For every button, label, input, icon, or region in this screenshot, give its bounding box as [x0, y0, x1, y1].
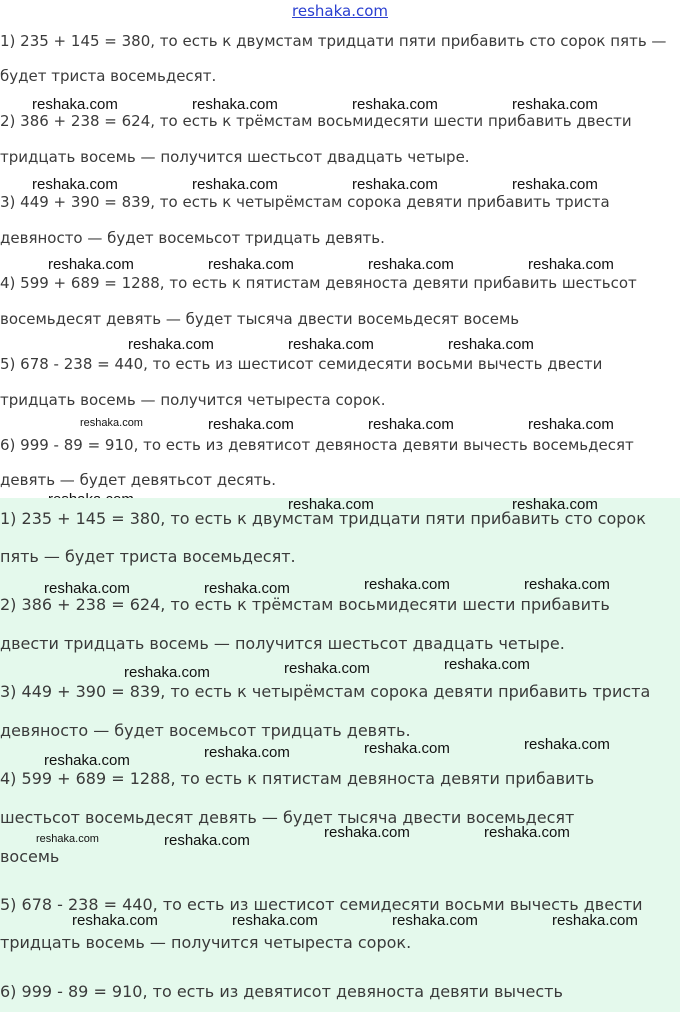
solution-line: 5) 678 - 238 = 440, то есть из шестисот семидесяти восьми вычесть двести [0, 355, 603, 373]
site-header [0, 0, 680, 22]
watermark: reshaka.com [512, 96, 598, 113]
solution-line: 1) 235 + 145 = 380, то есть к двумстам тридцати пяти прибавить сто сорок [0, 509, 646, 528]
watermark: reshaka.com [44, 580, 130, 597]
watermark: reshaka.com [284, 660, 370, 677]
watermark: reshaka.com [128, 336, 214, 353]
watermark: reshaka.com [164, 832, 250, 849]
watermark: reshaka.com [352, 96, 438, 113]
watermark: reshaka.com [528, 256, 614, 273]
watermark: reshaka.com [204, 744, 290, 761]
solution-line: 4) 599 + 689 = 1288, то есть к пятистам девяноста девяти прибавить [0, 769, 595, 788]
watermark: reshaka.com [32, 176, 118, 193]
solution-line: девяносто — будет восемьсот тридцать девять. [0, 721, 411, 740]
solution-line: девяносто — будет восемьсот тридцать девять. [0, 229, 385, 247]
site-link[interactable]: reshaka.com [292, 2, 388, 20]
watermark: reshaka.com [392, 912, 478, 929]
watermark: reshaka.com [192, 96, 278, 113]
solution-line: пять — будет триста восемьдесят. [0, 547, 296, 566]
watermark: reshaka.com [80, 417, 143, 429]
solution-line: 3) 449 + 390 = 839, то есть к четырёмстам сорока девяти прибавить триста [0, 682, 651, 701]
watermark: reshaka.com [208, 256, 294, 273]
watermark: reshaka.com [32, 96, 118, 113]
watermark: reshaka.com [324, 824, 410, 841]
watermark: reshaka.com [512, 176, 598, 193]
solution-line: 6) 999 - 89 = 910, то есть из девятисот девяноста девяти вычесть [0, 982, 563, 1001]
watermark: reshaka.com [48, 256, 134, 273]
watermark: reshaka.com [232, 912, 318, 929]
solution-line: 3) 449 + 390 = 839, то есть к четырёмстам сорока девяти прибавить триста [0, 193, 610, 211]
watermark: reshaka.com [36, 833, 99, 845]
watermark: reshaka.com [528, 416, 614, 433]
watermark: reshaka.com [208, 416, 294, 433]
watermark: reshaka.com [524, 736, 610, 753]
solution-line: 1) 235 + 145 = 380, то есть к двумстам тридцати пяти прибавить сто сорок пять — [0, 32, 667, 50]
solution-line: 2) 386 + 238 = 624, то есть к трёмстам восьмидесяти шести прибавить [0, 595, 610, 614]
solution-block-plain [0, 0, 680, 498]
watermark: reshaka.com [444, 656, 530, 673]
solution-line: тридцать восемь — получится четыреста сорок. [0, 391, 386, 409]
solution-line: восемь [0, 847, 60, 866]
watermark: reshaka.com [204, 580, 290, 597]
watermark: reshaka.com [512, 496, 598, 513]
watermark: reshaka.com [288, 336, 374, 353]
watermark: reshaka.com [368, 416, 454, 433]
watermark: reshaka.com [448, 336, 534, 353]
watermark: reshaka.com [72, 912, 158, 929]
solution-line: 2) 386 + 238 = 624, то есть к трёмстам восьмидесяти шести прибавить двести [0, 112, 632, 130]
solution-line: будет триста восемьдесят. [0, 67, 217, 85]
watermark: reshaka.com [484, 824, 570, 841]
solution-line: 6) 999 - 89 = 910, то есть из девятисот девяноста девяти вычесть восемьдесят [0, 436, 634, 454]
watermark: reshaka.com [364, 576, 450, 593]
watermark: reshaka.com [364, 740, 450, 757]
solution-block-highlighted [0, 498, 680, 1012]
watermark: reshaka.com [352, 176, 438, 193]
watermark: reshaka.com [44, 752, 130, 769]
watermark: reshaka.com [524, 576, 610, 593]
solution-line: девять — будет девятьсот десять. [0, 471, 276, 489]
watermark: reshaka.com [368, 256, 454, 273]
solution-line: 4) 599 + 689 = 1288, то есть к пятистам девяноста девяти прибавить шестьсот [0, 274, 637, 292]
solution-line: тридцать восемь — получится четыреста сорок. [0, 933, 412, 952]
solution-line: 5) 678 - 238 = 440, то есть из шестисот семидесяти восьми вычесть двести [0, 895, 643, 914]
watermark: reshaka.com [124, 664, 210, 681]
watermark: reshaka.com [192, 176, 278, 193]
watermark: reshaka.com [552, 912, 638, 929]
solution-line: двести тридцать восемь — получится шестьсот двадцать четыре. [0, 634, 565, 653]
solution-line: тридцать восемь — получится шестьсот двадцать четыре. [0, 148, 470, 166]
solution-line: восемьдесят девять — будет тысяча двести восемьдесят восемь [0, 310, 520, 328]
solution-line: шестьсот восемьдесят девять — будет тысяча двести восемьдесят [0, 808, 575, 827]
watermark: reshaka.com [288, 496, 374, 513]
